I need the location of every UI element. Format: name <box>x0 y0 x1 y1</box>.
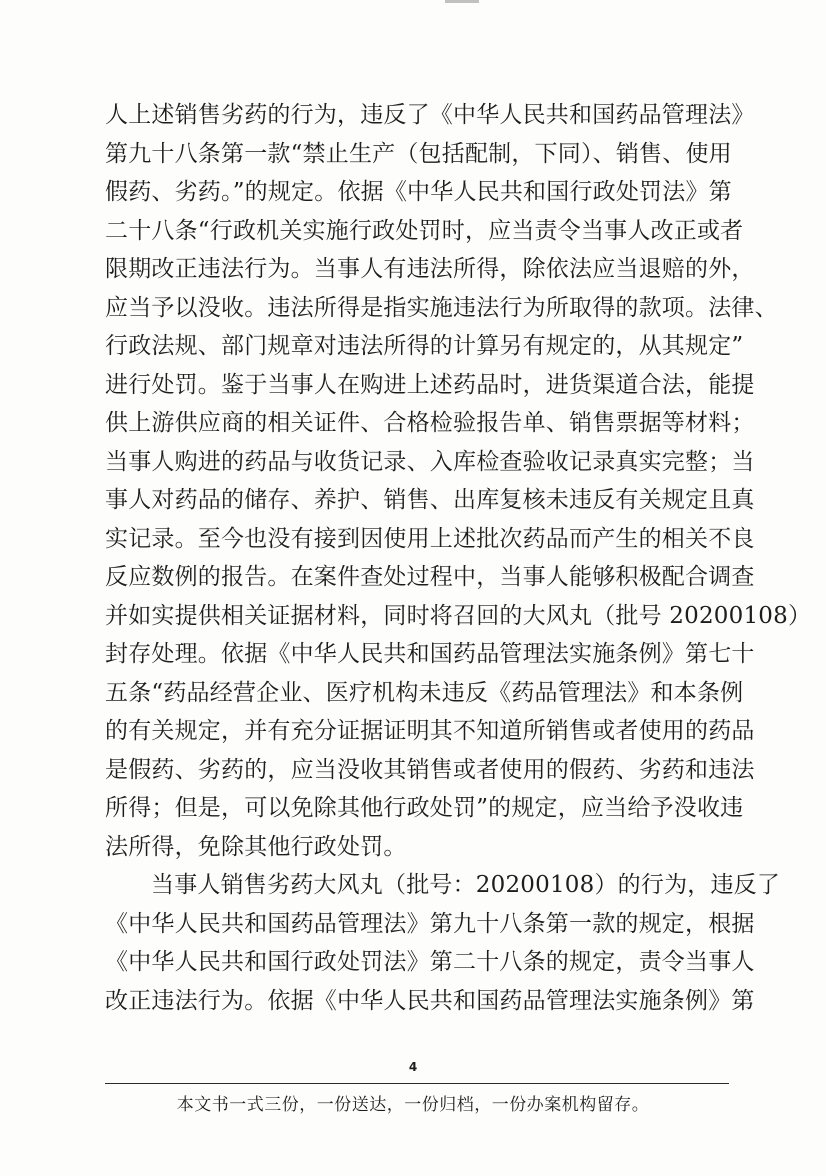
body-line: 供上游供应商的相关证件、合格检验报告单、销售票据等材料； <box>105 410 755 436</box>
body-line: 当事人购进的药品与收货记录、入库检查验收记录真实完整；当 <box>105 448 755 475</box>
body-line: 的有关规定，并有充分证据证明其不知道所销售或者使用的药品 <box>105 718 755 744</box>
body-line: 《中华人民共和国行政处罚法》第二十八条的规定，责令当事人 <box>105 949 755 975</box>
body-line: 封存处理。依据《中华人民共和国药品管理法实施条例》第七十 <box>105 641 755 667</box>
body-line: 第九十八条第一款“禁止生产（包括配制，下同）、销售、使用 <box>105 140 732 167</box>
body-line: 反应数例的报告。在案件查处过程中，当事人能够积极配合调查 <box>105 564 755 590</box>
body-line: 假药、劣药。”的规定。依据《中华人民共和国行政处罚法》第 <box>105 179 732 205</box>
body-line: 五条“药品经营企业、医疗机构未违反《药品管理法》和本条例 <box>105 679 744 706</box>
body-line: 实记录。至今也没有接到因使用上述批次药品而产生的相关不良 <box>105 525 755 552</box>
page-number: 4 <box>408 1060 418 1074</box>
footer-divider <box>105 1083 729 1084</box>
body-line: 事人对药品的储存、养护、销售、出库复核未违反有关规定且真 <box>105 487 755 513</box>
body-line: 所得；但是，可以免除其他行政处罚”的规定，应当给予没收违 <box>105 795 744 821</box>
body-line: 进行处罚。鉴于当事人在购进上述药品时，进货渠道合法，能提 <box>105 371 755 398</box>
body-line: 法所得，免除其他行政处罚。 <box>105 833 407 860</box>
body-line: 人上述销售劣药的行为，违反了《中华人民共和国药品管理法》 <box>105 102 755 128</box>
body-text <box>105 96 812 1020</box>
body-line: 当事人销售劣药大风丸（批号：20200108）的行为，违反了 <box>151 872 781 898</box>
body-line: 行政法规、部门规章对违法所得的计算另有规定的，从其规定” <box>105 333 744 359</box>
body-line: 二十八条“行政机关实施行政处罚时，应当责令当事人改正或者 <box>105 217 744 244</box>
footer-note: 本文书一式三份，一份送达，一份归档，一份办案机构留存。 <box>176 1095 650 1115</box>
body-line: 《中华人民共和国药品管理法》第九十八条第一款的规定，根据 <box>105 910 755 937</box>
body-line: 改正违法行为。依据《中华人民共和国药品管理法实施条例》第 <box>105 987 755 1014</box>
body-line: 是假药、劣药的，应当没收其销售或者使用的假药、劣药和违法 <box>105 756 755 783</box>
scan-mark <box>445 0 479 3</box>
body-line: 应当予以没收。违法所得是指实施违法行为所取得的款项。法律、 <box>105 294 778 321</box>
body-line: 限期改正违法行为。当事人有违法所得，除依法应当退赔的外， <box>105 256 755 282</box>
body-line: 并如实提供相关证据材料，同时将召回的大风丸（批号 20200108） <box>105 602 812 629</box>
